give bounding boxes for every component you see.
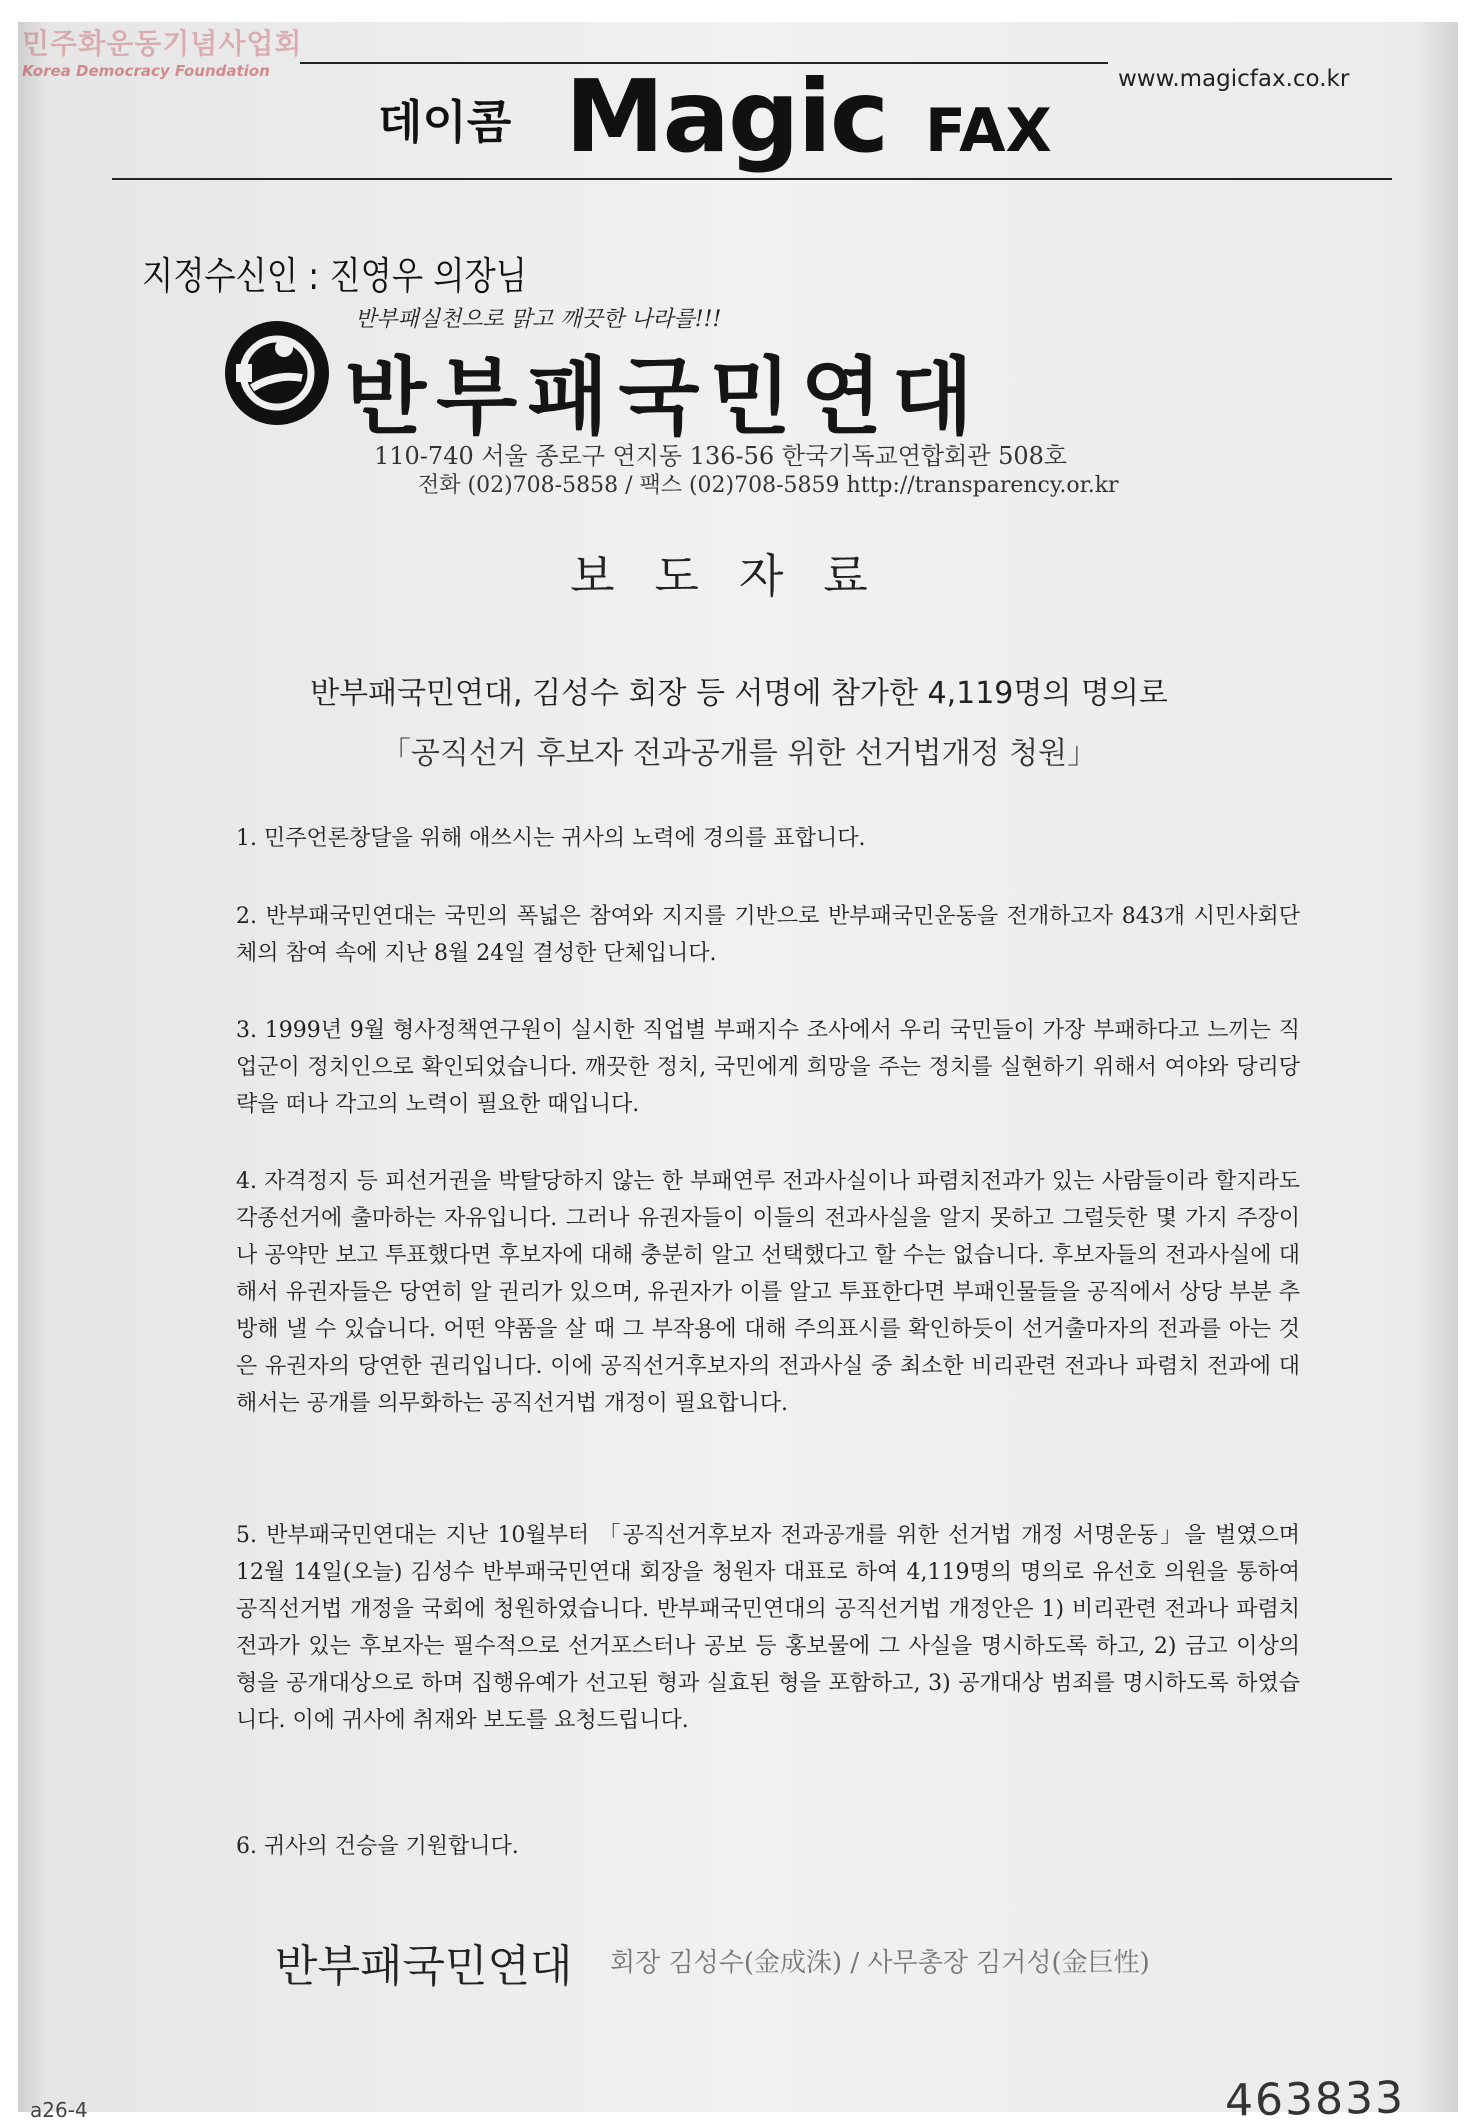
paragraph-4: 4. 자격정지 등 피선거권을 박탈당하지 않는 한 부패연루 전과사실이나 파렴치전과가 있는 사람들이라 할지라도 각종선거에 출마하는 자유입니다. 그러나 유권자들이 이들의 전과사실을 알지 못하고 그럴듯한 몇 가지 주장이나 공약만 보고 투표했다면 후보자에 대해 충분히 알고 선택했다고 할 수는 없습니다. 후보자들의 전과사실에 대해서 유권자들은 당연히 알 권리가 있으며, 유권자가 이를 알고 투표한다면 부패인물들을 공직에서 상당 부분 추방해 낼 수 있습니다. 어떤 약품을 살 때 그 부작용에 대해 주의표시를 확인하듯이 선거출마자의 전과를 아는 것은 유권자의 당연한 권리입니다. 이에 공직선거후보자의 전과사실 중 최소한 비리관련 전과나 파렴치 전과에 대해서는 공개를 의무화하는 공직선거법 개정이 필요합니다. [236,1169,1300,1416]
archive-number: 463833 [1224,2072,1406,2127]
paragraph-6: 6. 귀사의 건승을 기원합니다. [236,1834,519,1859]
corner-code: a26-4 [30,2098,88,2122]
watermark-english: Korea Democracy Foundation [22,62,270,80]
org-name-heading: 반부패국민연대 [345,348,984,446]
watermark-korean: 민주화운동기념사업회 [22,27,303,60]
fax-brand-fax: FAX [925,96,1052,166]
paragraph-3: 3. 1999년 9월 형사정책연구원이 실시한 직업별 부패지수 조사에서 우리 국민들이 가장 부패하다고 느끼는 직업군이 정치인으로 확인되었습니다. 깨끗한 정치, 국민에게 희망을 주는 정치를 실현하기 위해서 여야와 당리당략을 떠나 각고의 노력이 필요한 때입니다. [236,1018,1300,1117]
document-title: 보도자료 [570,549,908,603]
paragraph-5: 5. 반부패국민연대는 지난 10월부터 「공직선거후보자 전과공개를 위한 선거법 개정 서명운동」을 벌였으며 12월 14일(오늘) 김성수 반부패국민연대 회장을 청원자 대표로 하여 4,119명의 명의로 유선호 의원을 통하여 공직선거법 개정을 국회에 청원하였습니다. 반부패국민연대의 공직선거법 개정안은 1) 비리관련 전과나 파렴치 전과가 있는 후보자는 필수적으로 선거포스터나 공보 등 홍보물에 그 사실을 명시하도록 하고, 2) 금고 이상의 형을 공개대상으로 하며 집행유예가 선고된 형과 실효된 형을 포함하고, 3) 공개대상 범죄를 명시하도록 하였습니다. 이에 귀사에 취재와 보도를 요청드립니다. [236,1523,1300,1733]
org-logo-icon [222,318,332,428]
org-slogan: 반부패실천으로 맑고 깨끗한 나라를!!! [355,307,722,332]
paragraph-1: 1. 민주언론창달을 위해 애쓰시는 귀사의 노력에 경의를 표합니다. [236,826,866,851]
fax-brand-magic: Magic [565,58,888,175]
headline-line-2: 「공직선거 후보자 전과공개를 위한 선거법개정 청원」 [380,736,1098,771]
signature-org-name: 반부패국민연대 [275,1941,573,1992]
paragraph-2: 2. 반부패국민연대는 국민의 폭넓은 참여와 지지를 기반으로 반부패국민운동을 전개하고자 843개 시민사회단체의 참여 속에 지난 8월 24일 결성한 단체입니다. [236,904,1300,966]
headline-line-1: 반부패국민연대, 김성수 회장 등 서명에 참가한 4,119명의 명의로 [310,676,1168,711]
fax-header-bottom-rule [112,178,1392,180]
fax-brand-korean: 데이콤 [378,95,512,149]
signature-officers: 회장 김성수(金成洙) / 사무총장 김거성(金巨性) [610,1948,1150,1978]
org-address: 110-740 서울 종로구 연지동 136-56 한국기독교연합회관 508호 [374,442,1068,470]
fax-url: www.magicfax.co.kr [1118,66,1350,92]
org-contact: 전화 (02)708-5858 / 팩스 (02)708-5859 http://transparency.or.kr [418,473,1119,498]
recipient-handwritten: 지정수신인 : 진영우 의장님 [142,254,527,298]
